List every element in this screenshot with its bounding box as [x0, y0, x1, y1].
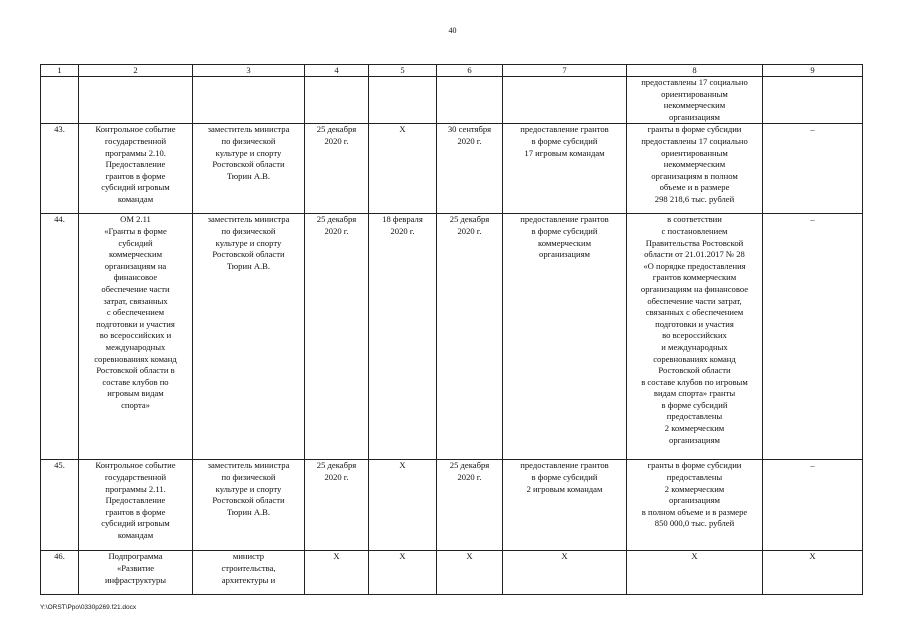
cell-text-line: 25 декабря — [316, 124, 357, 135]
cell-text-line: и международных — [661, 341, 728, 352]
cell-text-line: международных — [105, 341, 166, 352]
responsible-cell — [193, 124, 305, 214]
cell-text-line: в форме субсидий — [531, 135, 598, 146]
cell-text-line: спорта» — [121, 399, 150, 410]
header-cell: 3 — [193, 65, 305, 77]
cell-text-line: предоставлены 17 социально — [641, 77, 748, 87]
cell-text-line: в форме субсидий — [531, 225, 598, 236]
planned-date-cell — [305, 460, 369, 551]
cell-text-line: инфраструктуры — [104, 574, 167, 585]
event-name-cell — [79, 214, 193, 460]
header-row — [41, 65, 863, 77]
cell-text-line: составе клубов по — [102, 376, 169, 387]
cell-text-line: 25 декабря — [449, 460, 490, 471]
cell-text-line: организациям — [669, 434, 720, 445]
cell-text-line: связанных с обеспечением — [645, 307, 744, 318]
start-date-cell — [369, 551, 437, 595]
cell-text-line: 30 сентября — [447, 124, 492, 135]
header-cell: 2 — [79, 65, 193, 77]
cell-text-line: гранты в форме субсидии — [647, 460, 742, 471]
cell-text-line: 2020 г. — [457, 135, 482, 146]
cell-text-line: организациям на финансовое — [640, 283, 749, 294]
header-cell: 5 — [369, 65, 437, 77]
cell-text-line: предоставлены 17 социально — [641, 135, 748, 146]
planned-result-cell — [503, 460, 627, 551]
cell-text-line: по физической — [221, 135, 276, 146]
cell-text-line: Тюрин А.В. — [226, 506, 271, 517]
cell-text-line: строительства, — [221, 562, 276, 573]
cell-text-line: «О порядке предоставления — [643, 260, 746, 271]
cell-text-line: архитектуры и — [221, 574, 276, 585]
table-row — [41, 77, 863, 124]
cell-text-line: Х — [399, 124, 406, 135]
planned-date-cell — [305, 551, 369, 595]
header-cell: 6 — [437, 65, 503, 77]
actual-date-cell — [437, 124, 503, 214]
cell-text-line: по физической — [221, 471, 276, 482]
cell-text-line: субсидий — [118, 237, 153, 248]
cell-text-line: Правительства Ростовской — [645, 237, 744, 248]
cell-text-line: программы 2.10. — [105, 147, 166, 158]
event-name-cell — [79, 460, 193, 551]
cell-text-line: 25 декабря — [449, 214, 490, 225]
cell-text-line: соревнованиях команд — [653, 353, 736, 364]
actual-result-cell — [627, 77, 763, 124]
cell-text-line: государственной — [104, 135, 167, 146]
cell-text-line: 2020 г. — [324, 135, 349, 146]
cell-text-line: Подпрограмма — [108, 551, 163, 562]
cell-text-line: организациям — [539, 249, 590, 260]
cell-text-line: «Развитие — [116, 562, 155, 573]
cell-text-line: организациям в полном — [651, 170, 738, 181]
responsible-cell — [193, 77, 305, 124]
cell-text-line: Х — [399, 460, 406, 471]
table-row — [41, 214, 863, 460]
cell-text-line: ОМ 2.11 — [120, 214, 151, 225]
cell-text-line: 2020 г. — [457, 471, 482, 482]
cell-text-line: организациям на — [104, 260, 167, 271]
cell-text-line: Х — [691, 551, 698, 562]
event-name-cell — [79, 124, 193, 214]
cell-text-line: затрат, связанных — [103, 295, 168, 306]
actual-date-cell — [437, 551, 503, 595]
actual-result-cell — [627, 460, 763, 551]
cell-text-line: программы 2.11. — [105, 483, 166, 494]
cell-text-line: в составе клубов по игровым — [641, 376, 748, 387]
cell-text-line: соревнованиях команд — [94, 353, 177, 364]
cell-text-line: Ростовской области — [212, 495, 285, 506]
cell-text-line: обеспечение части затрат, — [647, 295, 742, 306]
cell-text-line: ориентированным — [661, 147, 728, 158]
cell-text-line: 850 000,0 тыс. рублей — [654, 518, 735, 529]
cell-text-line: Тюрин А.В. — [226, 170, 271, 181]
cell-text-line: Тюрин А.В. — [226, 260, 271, 271]
cell-text-line: в форме субсидий — [531, 471, 598, 482]
responsible-cell — [193, 214, 305, 460]
table-row — [41, 551, 863, 595]
cell-text-line: по физической — [221, 225, 276, 236]
actual-result-cell — [627, 214, 763, 460]
cell-text-line: 25 декабря — [316, 214, 357, 225]
cell-text-line: финансовое — [113, 272, 158, 283]
cell-text-line: Предоставление — [105, 495, 166, 506]
cell-text-line: 298 218,6 тыс. рублей — [654, 193, 735, 204]
cell-text-line: 2 коммерческим — [664, 483, 725, 494]
note-cell — [763, 77, 863, 124]
event-name-cell — [79, 77, 193, 124]
cell-text-line: 2020 г. — [324, 225, 349, 236]
planned-result-cell — [503, 551, 627, 595]
header-cell: 7 — [503, 65, 627, 77]
cell-text-line: ориентированным — [661, 88, 728, 99]
cell-text-line: некоммерческим — [663, 100, 726, 111]
cell-text-line: субсидий игровым — [101, 182, 170, 193]
start-date-cell — [369, 77, 437, 124]
planned-result-cell — [503, 214, 627, 460]
actual-date-cell — [437, 214, 503, 460]
cell-text-line: грантов в форме — [105, 170, 166, 181]
cell-text-line: 2020 г. — [324, 471, 349, 482]
cell-text-line: 18 февраля — [382, 214, 423, 225]
cell-text-line: Контрольное событие — [95, 124, 176, 135]
cell-text-line: Х — [466, 551, 473, 562]
cell-text-line: предоставление грантов — [520, 214, 609, 225]
cell-text-line: предоставление грантов — [520, 124, 609, 135]
header-cell: 8 — [627, 65, 763, 77]
cell-text-line: Ростовской области — [212, 159, 285, 170]
cell-text-line: субсидий игровым — [101, 518, 170, 529]
header-cell: 9 — [763, 65, 863, 77]
cell-text-line: гранты в форме субсидии — [647, 124, 742, 135]
cell-text-line: 25 декабря — [316, 460, 357, 471]
cell-text-line: министр — [232, 551, 265, 562]
page-number: 40 — [448, 26, 457, 35]
start-date-cell — [369, 124, 437, 214]
responsible-cell — [193, 460, 305, 551]
cell-text-line: командам — [117, 193, 154, 204]
cell-text-line: объеме и в размере — [659, 182, 730, 193]
cell-text-line: предоставление грантов — [520, 460, 609, 471]
cell-text-line: Ростовской области — [658, 365, 731, 376]
cell-text-line: Х — [333, 551, 340, 562]
cell-text-line: видам спорта» гранты — [653, 388, 736, 399]
planned-result-cell — [503, 77, 627, 124]
plan-table — [40, 64, 863, 595]
cell-text-line: Ростовской области — [212, 249, 285, 260]
start-date-cell — [369, 214, 437, 460]
cell-text-line: подготовки и участия — [96, 318, 175, 329]
table-row — [41, 460, 863, 551]
cell-text-line: заместитель министра — [207, 124, 290, 135]
planned-date-cell — [305, 214, 369, 460]
cell-text-line: во всероссийских и — [99, 330, 172, 341]
cell-text-line: коммерческим — [537, 237, 592, 248]
cell-text-line: грантов коммерческим — [652, 272, 737, 283]
cell-text-line: с постановлением — [661, 225, 728, 236]
cell-text-line: некоммерческим — [663, 159, 726, 170]
cell-text-line: в форме субсидий — [661, 399, 728, 410]
cell-text-line: во всероссийских — [662, 330, 727, 341]
cell-text-line: области от 21.01.2017 № 28 — [644, 249, 745, 260]
row-number-cell: 44. — [41, 214, 79, 460]
cell-text-line: в соответствии — [667, 214, 722, 225]
cell-text-line: Предоставление — [105, 159, 166, 170]
row-number-cell — [41, 77, 79, 124]
cell-text-line: предоставлены — [666, 471, 723, 482]
cell-text-line: Ростовской области в — [96, 365, 175, 376]
cell-text-line: 2020 г. — [457, 225, 482, 236]
cell-text-line: Контрольное событие — [95, 460, 176, 471]
start-date-cell — [369, 460, 437, 551]
cell-text-line: культуре и спорту — [215, 483, 282, 494]
planned-result-cell — [503, 124, 627, 214]
planned-date-cell — [305, 124, 369, 214]
cell-text-line: Х — [399, 551, 406, 562]
cell-text-line: 2 игровым командам — [526, 483, 603, 494]
cell-text-line: 2 коммерческим — [664, 423, 725, 434]
cell-text-line: коммерческим — [108, 249, 163, 260]
cell-text-line: грантов в форме — [105, 506, 166, 517]
header-cell: 4 — [305, 65, 369, 77]
cell-text-line: игровым видам — [107, 388, 164, 399]
cell-text-line: заместитель министра — [207, 214, 290, 225]
cell-text-line: организациям — [669, 495, 720, 506]
actual-result-cell — [627, 551, 763, 595]
planned-date-cell — [305, 77, 369, 124]
cell-text-line: организациям — [669, 111, 720, 122]
cell-text-line: Х — [561, 551, 568, 562]
cell-text-line: предоставлены — [666, 411, 723, 422]
cell-text-line: государственной — [104, 471, 167, 482]
cell-text-line: командам — [117, 529, 154, 540]
actual-date-cell — [437, 460, 503, 551]
note-cell: – — [763, 124, 863, 214]
actual-result-cell — [627, 124, 763, 214]
cell-text-line: культуре и спорту — [215, 147, 282, 158]
cell-text-line: заместитель министра — [207, 460, 290, 471]
note-cell: Х — [763, 551, 863, 595]
responsible-cell — [193, 551, 305, 595]
cell-text-line: подготовки и участия — [655, 318, 734, 329]
cell-text-line: обеспечение части — [101, 283, 170, 294]
note-cell: – — [763, 214, 863, 460]
cell-text-line: в полном объеме и в размере — [641, 506, 748, 517]
cell-text-line: культуре и спорту — [215, 237, 282, 248]
actual-date-cell — [437, 77, 503, 124]
file-path-footer: Y:\ORST\Ppo\0330p269.f21.docx — [40, 604, 137, 611]
event-name-cell — [79, 551, 193, 595]
row-number-cell: 46. — [41, 551, 79, 595]
row-number-cell: 45. — [41, 460, 79, 551]
cell-text-line: 17 игровым командам — [524, 147, 605, 158]
note-cell: – — [763, 460, 863, 551]
header-cell: 1 — [41, 65, 79, 77]
row-number-cell: 43. — [41, 124, 79, 214]
table-row — [41, 124, 863, 214]
cell-text-line: с обеспечением — [106, 307, 165, 318]
cell-text-line: 2020 г. — [390, 225, 415, 236]
cell-text-line: «Гранты в форме — [104, 225, 167, 236]
